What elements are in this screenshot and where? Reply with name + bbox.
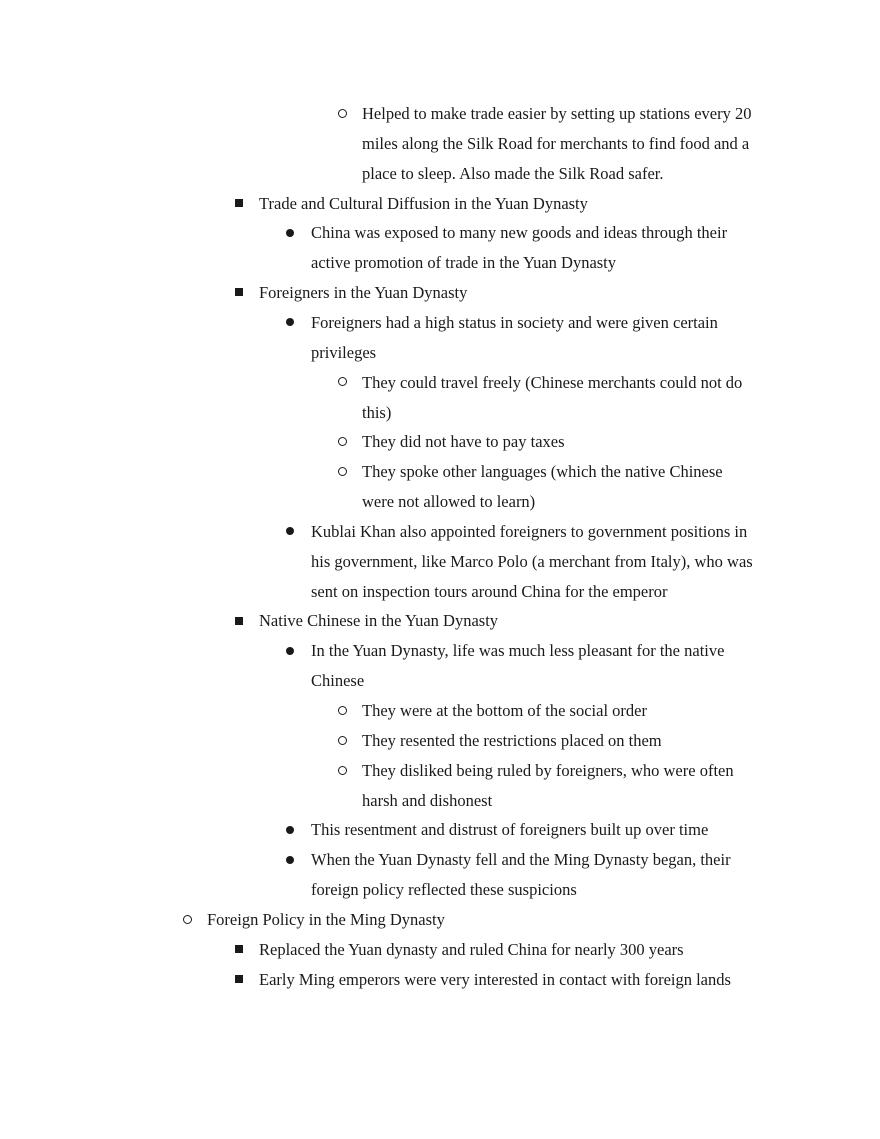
square-bullet-icon [232,189,246,219]
list-item-line: harsh and dishonest [362,790,493,810]
disc-bullet-icon [283,815,297,845]
list-item-line: They disliked being ruled by foreigners, who were often [362,760,734,780]
list-item-line: were not allowed to learn) [362,492,536,512]
list-item-line: They resented the restrictions placed on them [362,730,662,750]
square-bullet-icon [232,278,246,308]
list-item-line: They could travel freely (Chinese merchants could not do [362,372,743,392]
disc-bullet-icon [283,308,297,338]
disc-bullet-icon [283,845,297,875]
disc-bullet-icon [283,517,297,547]
list-item-line: When the Yuan Dynasty fell and the Ming Dynasty began, their [311,850,731,870]
list-item-line: sent on inspection tours around China for the emperor [311,581,668,601]
square-bullet-icon [232,935,246,965]
circle-bullet-icon [180,905,194,935]
list-item-line: this) [362,402,392,422]
circle-bullet-icon [335,696,349,726]
list-item-line: Early Ming emperors were very interested in contact with foreign lands [259,969,731,989]
list-item-line: foreign policy reflected these suspicions [311,880,577,900]
disc-bullet-icon [283,218,297,248]
list-item-line: Helped to make trade easier by setting up stations every 20 [362,104,752,123]
list-item-line: Chinese [311,671,365,691]
circle-bullet-icon [335,457,349,487]
square-bullet-icon [232,965,246,995]
disc-bullet-icon [283,636,297,666]
list-item-line: active promotion of trade in the Yuan Dynasty [311,253,617,273]
list-item-line: Native Chinese in the Yuan Dynasty [259,611,499,631]
list-item-line: Kublai Khan also appointed foreigners to government positions in [311,521,748,541]
circle-bullet-icon [335,427,349,457]
list-item-line: They did not have to pay taxes [362,432,565,452]
list-item-line: They spoke other languages (which the native Chinese [362,462,723,482]
circle-bullet-icon [335,726,349,756]
square-bullet-icon [232,606,246,636]
list-item-line: They were at the bottom of the social order [362,701,647,720]
list-item-line: place to sleep. Also made the Silk Road safer. [362,163,664,183]
circle-bullet-icon [335,756,349,786]
list-item-line: privileges [311,342,377,362]
circle-bullet-icon [335,99,349,129]
list-item-line: This resentment and distrust of foreigners built up over time [311,820,709,840]
list-item-line: miles along the Silk Road for merchants to find food and a [362,133,750,153]
list-item-line: his government, like Marco Polo (a merchant from Italy), who was [311,551,753,571]
circle-bullet-icon [335,368,349,398]
list-item-line: Replaced the Yuan dynasty and ruled China for nearly 300 years [259,939,684,959]
list-item-line: Trade and Cultural Diffusion in the Yuan Dynasty [259,193,588,213]
list-item-line: Foreigners had a high status in society and were given certain [311,312,718,332]
list-item-line: In the Yuan Dynasty, life was much less pleasant for the native [311,641,725,661]
list-item-line: Foreigners in the Yuan Dynasty [259,283,468,303]
list-item-line: China was exposed to many new goods and ideas through their [311,223,728,243]
list-item-line: Foreign Policy in the Ming Dynasty [207,909,445,929]
